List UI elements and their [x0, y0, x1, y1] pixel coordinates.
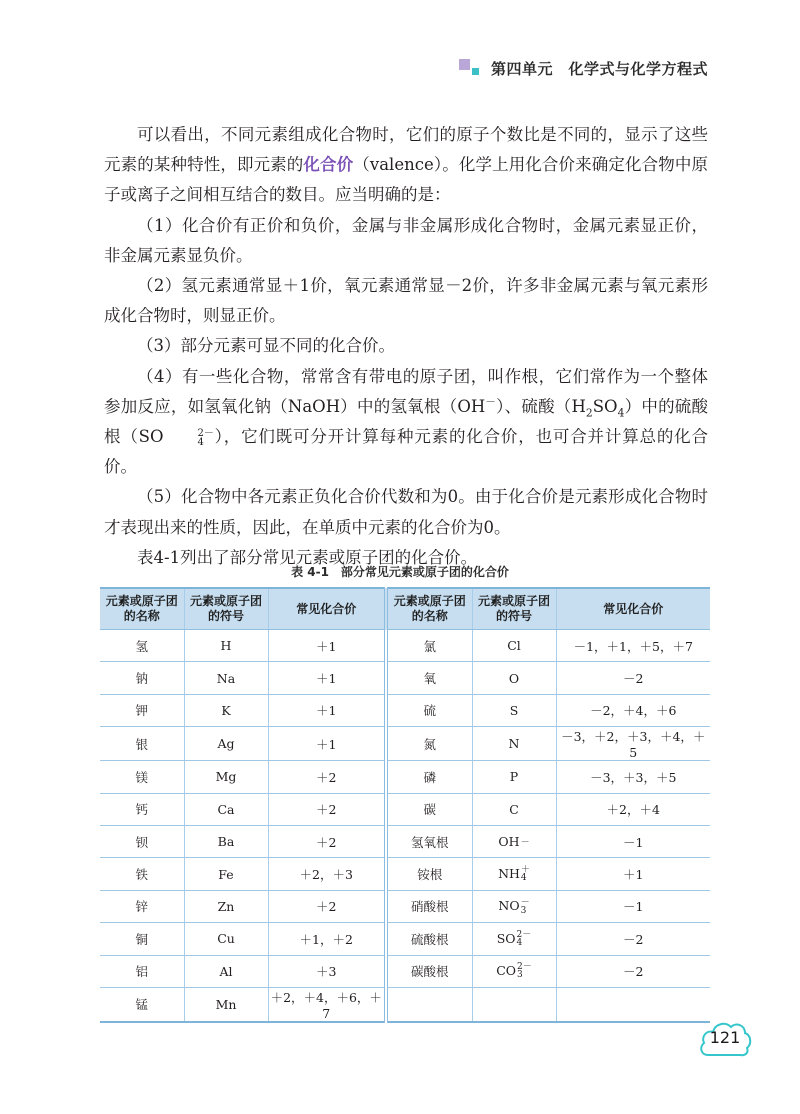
element-name: 钙 [100, 793, 184, 825]
element-name: 镁 [100, 761, 184, 793]
paragraph-rule-4: （4）有一些化合物，常常含有带电的原子团，叫作根，它们常作为一个整体参加反应，如氢氧化钠（NaOH）中的氢氧根（OH－）、硫酸$(H_2SO_4)$中的硫酸根（SO 2－ 4 ），它们既可分开计算每种元素的化合价，也可合并计算总的化合价。 [104, 366, 709, 477]
element-name-2: 铵根 [386, 858, 472, 890]
col-header-name-2: 元素或原子团的名称 [386, 588, 472, 630]
element-name-2: 硝酸根 [386, 890, 472, 922]
paragraph-rule-2: （2）氢元素通常显＋1价，氧元素通常显－2价，许多非金属元素与氧元素形成化合物时，则显正价。 [104, 276, 708, 326]
element-name-2: 碳 [386, 793, 472, 825]
element-valence: ＋1 [268, 694, 386, 726]
element-name-2: 硫 [386, 694, 472, 726]
element-valence: ＋2，＋3 [268, 858, 386, 890]
element-symbol-2: NO － 3 [472, 890, 556, 922]
element-valence-2: ＋2，＋4 [556, 793, 710, 825]
col-header-name: 元素或原子团的名称 [100, 588, 184, 630]
element-symbol-2: O [472, 662, 556, 694]
table-row [100, 890, 710, 922]
element-valence: ＋1 [268, 727, 386, 761]
body-text [104, 120, 708, 573]
element-symbol: Ag [184, 727, 268, 761]
element-symbol: Ba [184, 825, 268, 857]
element-valence: ＋2 [268, 793, 386, 825]
element-symbol-2: P [472, 761, 556, 793]
unit-title: 第四单元 化学式与化学方程式 [490, 60, 708, 78]
element-name-2: 氢氧根 [386, 825, 472, 857]
element-symbol-2: S [472, 694, 556, 726]
element-valence-2: －3，＋3，＋5 [556, 761, 710, 793]
table-row [100, 694, 710, 726]
element-valence-2: －2 [556, 923, 710, 955]
element-symbol: Fe [184, 858, 268, 890]
element-name-2: 氮 [386, 727, 472, 761]
valence-table [100, 587, 710, 1023]
page-number: 121 [709, 1028, 741, 1047]
element-name: 银 [100, 727, 184, 761]
element-name: 钠 [100, 662, 184, 694]
element-valence: ＋1，＋2 [268, 923, 386, 955]
element-symbol-2: NH ＋ 4 [472, 858, 556, 890]
element-valence-2: －1 [556, 825, 710, 857]
element-symbol-2: SO 2－ 4 [472, 923, 556, 955]
element-valence: ＋2 [268, 761, 386, 793]
element-name: 铁 [100, 858, 184, 890]
element-valence-2: －2 [556, 955, 710, 987]
element-name-2: 碳酸根 [386, 955, 472, 987]
table-row [100, 987, 710, 1022]
table-row [100, 727, 710, 761]
paragraph-intro: 可以看出，不同元素组成化合物时，它们的原子个数比是不同的，显示了这些元素的某种特性，即元素的化合价（valence）。化学上用化合价来确定化合物中原子或离子之间相互结合的数目。应当明确的是： [104, 125, 708, 205]
table-caption: 表 4-1 部分常见元素或原子团的化合价 [291, 565, 509, 579]
element-symbol-2: Cl [472, 630, 556, 662]
table-row [100, 955, 710, 987]
element-name-2: 磷 [386, 761, 472, 793]
page-number-badge [698, 1019, 752, 1059]
element-symbol-2: OH － [472, 825, 556, 857]
element-valence-2: －2 [556, 662, 710, 694]
table-row [100, 793, 710, 825]
element-valence-2: ＋1 [556, 858, 710, 890]
element-symbol-2: N [472, 727, 556, 761]
element-symbol-2 [472, 987, 556, 1022]
paragraph-rule-5: （5）化合物中各元素正负化合价代数和为0。由于化合价是元素形成化合物时才表现出来的性质，因此，在单质中元素的化合价为0。 [104, 487, 708, 537]
table-row [100, 761, 710, 793]
element-valence-2: －1 [556, 890, 710, 922]
element-name-2: 氯 [386, 630, 472, 662]
col-header-symbol-2: 元素或原子团的符号 [472, 588, 556, 630]
element-valence-2: －2，＋4，＋6 [556, 694, 710, 726]
element-name: 铝 [100, 955, 184, 987]
element-valence: ＋1 [268, 662, 386, 694]
element-valence: ＋2 [268, 825, 386, 857]
element-symbol: Zn [184, 890, 268, 922]
element-symbol: Na [184, 662, 268, 694]
element-name-2: 氧 [386, 662, 472, 694]
header-square-icon [459, 59, 481, 79]
element-valence: ＋2 [268, 890, 386, 922]
element-valence: ＋1 [268, 630, 386, 662]
element-symbol: K [184, 694, 268, 726]
table-row [100, 662, 710, 694]
element-symbol: Mn [184, 987, 268, 1022]
paragraph-rule-1: （1）化合价有正价和负价，金属与非金属形成化合物时，金属元素显正价，非金属元素显负价。 [104, 215, 708, 265]
key-term: 化合价 [303, 155, 354, 175]
element-symbol: H [184, 630, 268, 662]
element-symbol-2: C [472, 793, 556, 825]
element-name-2 [386, 987, 472, 1022]
paragraph-table-ref: 表4-1列出了部分常见元素或原子团的化合价。 [137, 547, 478, 567]
col-header-symbol: 元素或原子团的符号 [184, 588, 268, 630]
table-header-row [100, 588, 710, 630]
element-valence: ＋3 [268, 955, 386, 987]
element-symbol: Ca [184, 793, 268, 825]
table-body [100, 630, 710, 1022]
element-symbol: Al [184, 955, 268, 987]
table-row [100, 630, 710, 662]
element-name: 锌 [100, 890, 184, 922]
table-row [100, 858, 710, 890]
element-name: 氢 [100, 630, 184, 662]
element-valence-2 [556, 987, 710, 1022]
table-row [100, 923, 710, 955]
col-header-valence: 常见化合价 [268, 588, 386, 630]
col-header-valence-2: 常见化合价 [556, 588, 710, 630]
element-name-2: 硫酸根 [386, 923, 472, 955]
element-name: 铜 [100, 923, 184, 955]
element-symbol: Cu [184, 923, 268, 955]
paragraph-rule-3: （3）部分元素可显不同的化合价。 [137, 336, 395, 356]
element-valence-2: －1，＋1，＋5，＋7 [556, 630, 710, 662]
element-name: 钾 [100, 694, 184, 726]
element-name: 钡 [100, 825, 184, 857]
element-symbol: Mg [184, 761, 268, 793]
element-name: 锰 [100, 987, 184, 1022]
element-valence: ＋2，＋4，＋6，＋7 [268, 987, 386, 1022]
page-header [459, 58, 708, 79]
element-symbol-2: CO 2－ 3 [472, 955, 556, 987]
element-valence-2: －3，＋2，＋3，＋4，＋5 [556, 727, 710, 761]
table-row [100, 825, 710, 857]
